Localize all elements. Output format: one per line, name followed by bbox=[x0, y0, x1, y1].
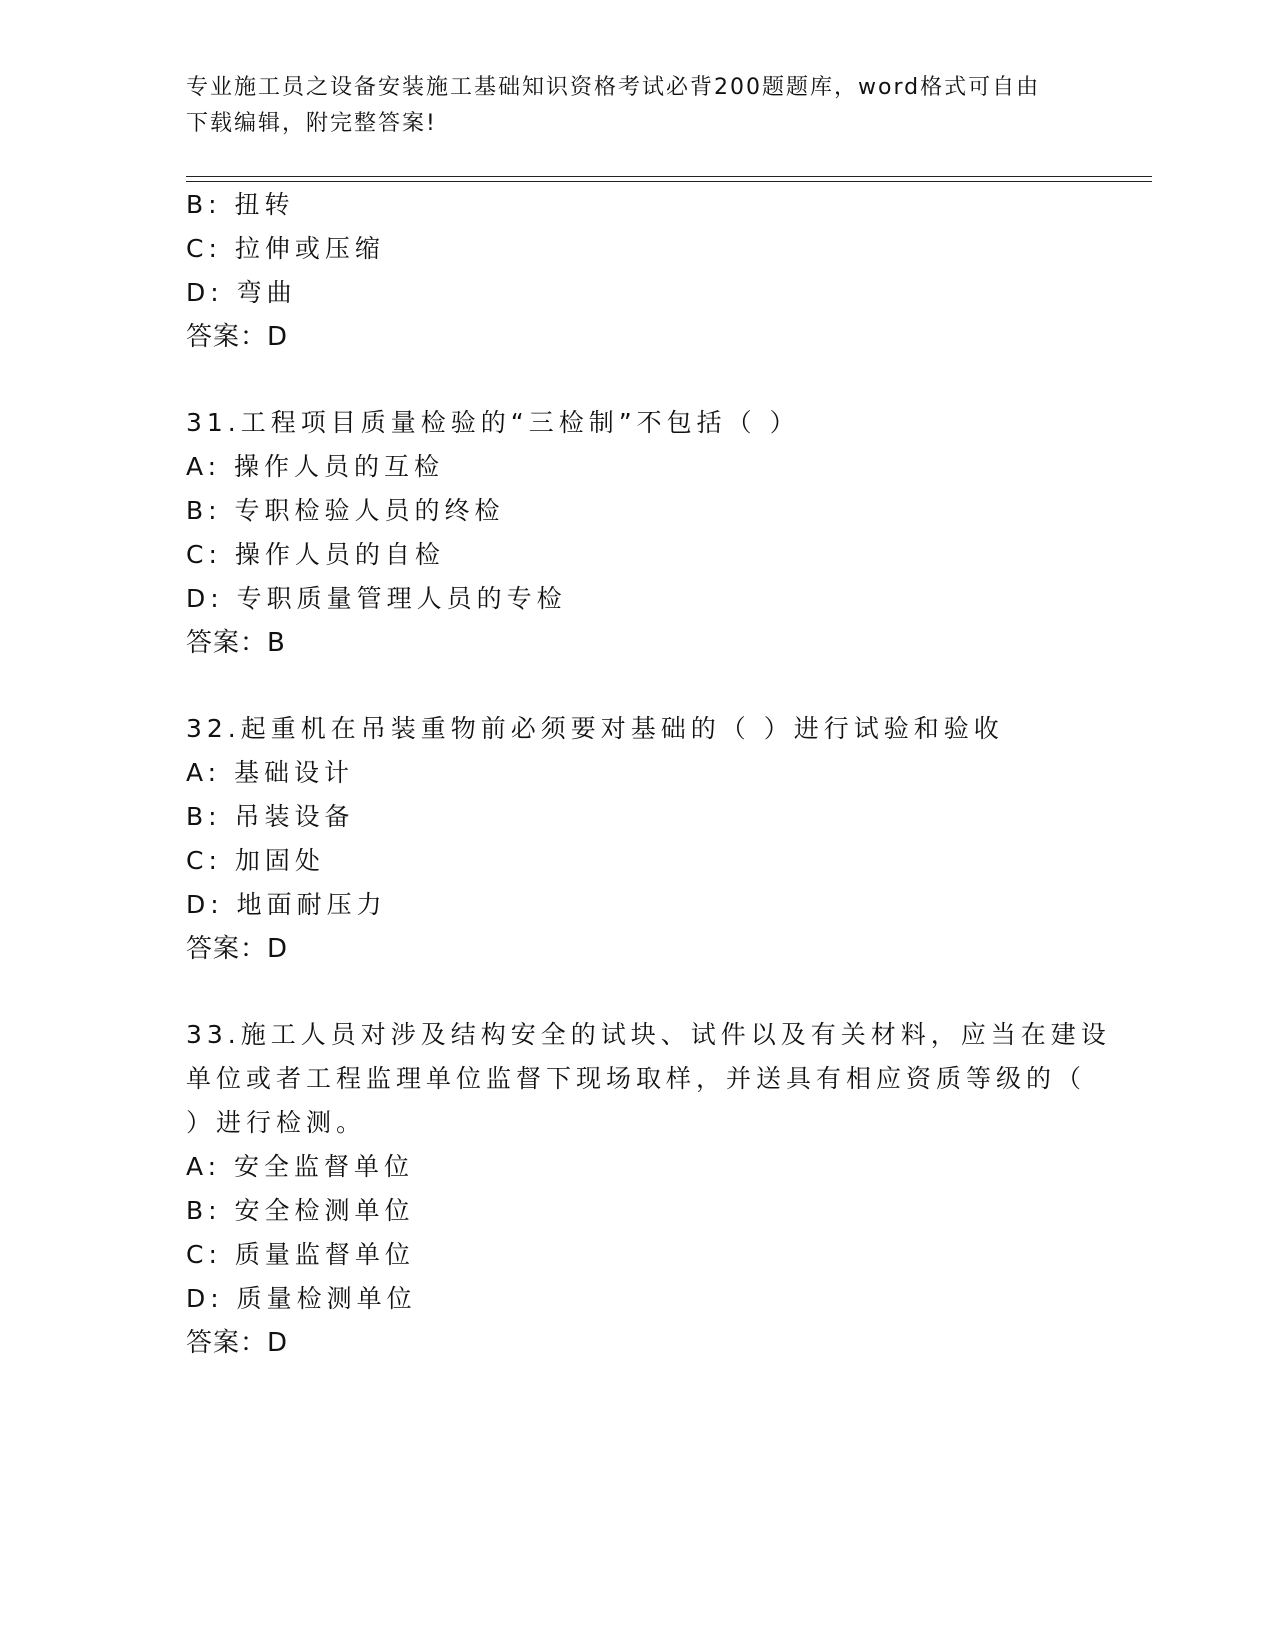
q30-option-c: C: 拉伸或压缩 bbox=[186, 234, 385, 263]
q31-answer: 答案：B bbox=[186, 628, 286, 658]
q33-option-d: D: 质量检测单位 bbox=[186, 1284, 417, 1313]
q31-option-d: D: 专职质量管理人员的专检 bbox=[186, 584, 567, 613]
q31-option-a: A: 操作人员的互检 bbox=[186, 452, 445, 481]
q33-option-b: B: 安全检测单位 bbox=[186, 1196, 415, 1225]
q33-answer: 答案：D bbox=[186, 1328, 289, 1358]
q32-option-b: B: 吊装设备 bbox=[186, 802, 355, 831]
header-divider-bottom bbox=[186, 181, 1152, 182]
q31-option-b: B: 专职检验人员的终检 bbox=[186, 496, 505, 525]
q33-question-line-3: ）进行检测。 bbox=[186, 1108, 367, 1137]
header-line-1: 专业施工员之设备安装施工基础知识资格考试必背200题题库，word格式可自由 bbox=[186, 75, 1041, 100]
q32-question: 32.起重机在吊装重物前必须要对基础的（ ）进行试验和验收 bbox=[186, 714, 1004, 743]
q32-option-a: A: 基础设计 bbox=[186, 758, 355, 787]
q33-option-a: A: 安全监督单位 bbox=[186, 1152, 415, 1181]
header-line-2: 下载编辑，附完整答案! bbox=[186, 111, 437, 136]
q32-option-d: D: 地面耐压力 bbox=[186, 890, 387, 919]
q32-option-c: C: 加固处 bbox=[186, 846, 325, 875]
header-divider-top bbox=[186, 176, 1152, 177]
q30-answer: 答案：D bbox=[186, 322, 289, 352]
q32-answer: 答案：D bbox=[186, 934, 289, 964]
q31-option-c: C: 操作人员的自检 bbox=[186, 540, 445, 569]
document-header bbox=[186, 70, 1066, 142]
q33-question-line-2: 单位或者工程监理单位监督下现场取样，并送具有相应资质等级的（ bbox=[186, 1064, 1087, 1093]
q33-option-c: C: 质量监督单位 bbox=[186, 1240, 415, 1269]
q31-question: 31.工程项目质量检验的“三检制”不包括（ ） bbox=[186, 408, 800, 437]
q30-option-b: B: 扭转 bbox=[186, 190, 295, 219]
q30-option-d: D: 弯曲 bbox=[186, 278, 297, 307]
q33-question-line-1: 33.施工人员对涉及结构安全的试块、试件以及有关材料，应当在建设 bbox=[186, 1020, 1111, 1049]
